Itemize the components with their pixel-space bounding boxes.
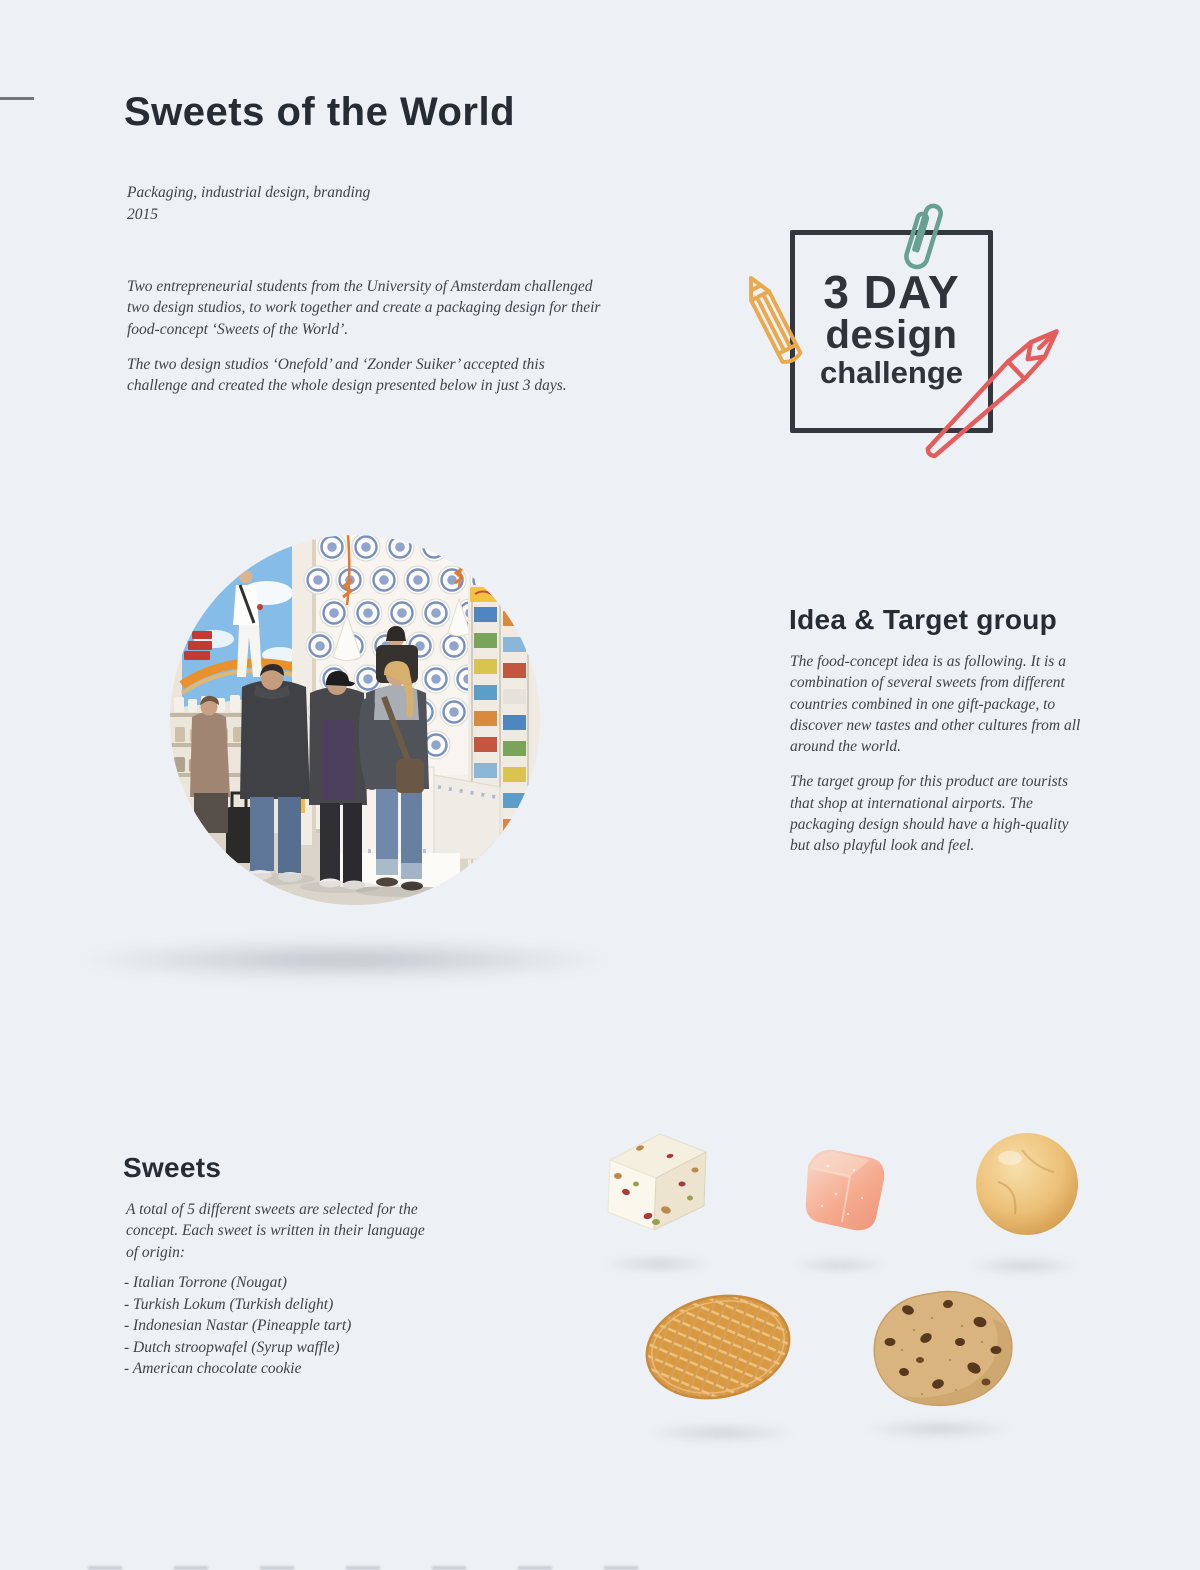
turkish-delight-shadow [790, 1258, 890, 1272]
sweets-heading: Sweets [123, 1152, 222, 1183]
intro-paragraph-1: Two entrepreneurial students from the University of Amsterdam challenged two design studios, to work together and create a packaging design for their food-concept ‘Sweets of the World’. [127, 278, 601, 338]
cookie-shadow [864, 1420, 1014, 1438]
sweets-list-item: - Indonesian Nastar (Pineapple tart) [124, 1317, 352, 1335]
nastar-image [970, 1130, 1084, 1245]
pencil-icon [742, 273, 802, 364]
sweets-list-item: - Dutch stroopwafel (Syrup waffle) [124, 1338, 340, 1356]
project-title: Sweets of the World [124, 90, 516, 134]
photo-drop-shadow [72, 940, 617, 980]
sweets-list-item: - Italian Torrone (Nougat) [124, 1274, 287, 1291]
shop-photo [170, 535, 540, 905]
cookie-image [862, 1286, 1018, 1417]
sweets-list [124, 1272, 444, 1380]
stroopwafel-image [642, 1282, 794, 1417]
shop-photo-illustration [170, 535, 540, 905]
intro-paragraph-2: The two design studios ‘Onefold’ and ‘Zonder Suiker’ accepted this challenge and created the whole design presented below in just 3 days. [127, 355, 567, 395]
logo-line-challenge: challenge [820, 355, 963, 390]
sweets-list-item: - American chocolate cookie [124, 1360, 302, 1378]
nougat-image [598, 1126, 716, 1249]
project-meta [127, 182, 370, 225]
intro-text [127, 276, 607, 396]
idea-heading: Idea & Target group [789, 604, 1058, 635]
nougat-shadow [602, 1256, 714, 1272]
stroopwafel-shadow [646, 1424, 796, 1442]
idea-paragraph-1: The food-concept idea is as following. It is a combination of several sweets from different countries combined in one gift-package, to discover new tastes and other cultures from all around the world. [790, 653, 1081, 756]
next-section-peek [88, 1566, 678, 1570]
nastar-shadow [968, 1258, 1080, 1274]
project-meta-year: 2015 [127, 205, 158, 223]
logo-line-3day: 3 DAY [823, 266, 960, 318]
logo-decorations [730, 180, 1070, 480]
turkish-delight-image [788, 1136, 896, 1243]
project-meta-category: Packaging, industrial design, branding [127, 184, 371, 201]
paperclip-icon [904, 202, 943, 269]
top-rule [0, 97, 34, 100]
logo-line-design: design [825, 313, 958, 357]
pen-icon [921, 323, 1065, 463]
sweets-list-item: - Turkish Lokum (Turkish delight) [124, 1295, 334, 1313]
idea-text [790, 651, 1090, 857]
sweets-intro: A total of 5 different sweets are selected for the concept. Each sweet is written in their language of origin: [126, 1201, 425, 1261]
idea-paragraph-2: The target group for this product are tourists that shop at international airports. The packaging design should have a high-quality but also playful look and feel. [790, 773, 1069, 855]
